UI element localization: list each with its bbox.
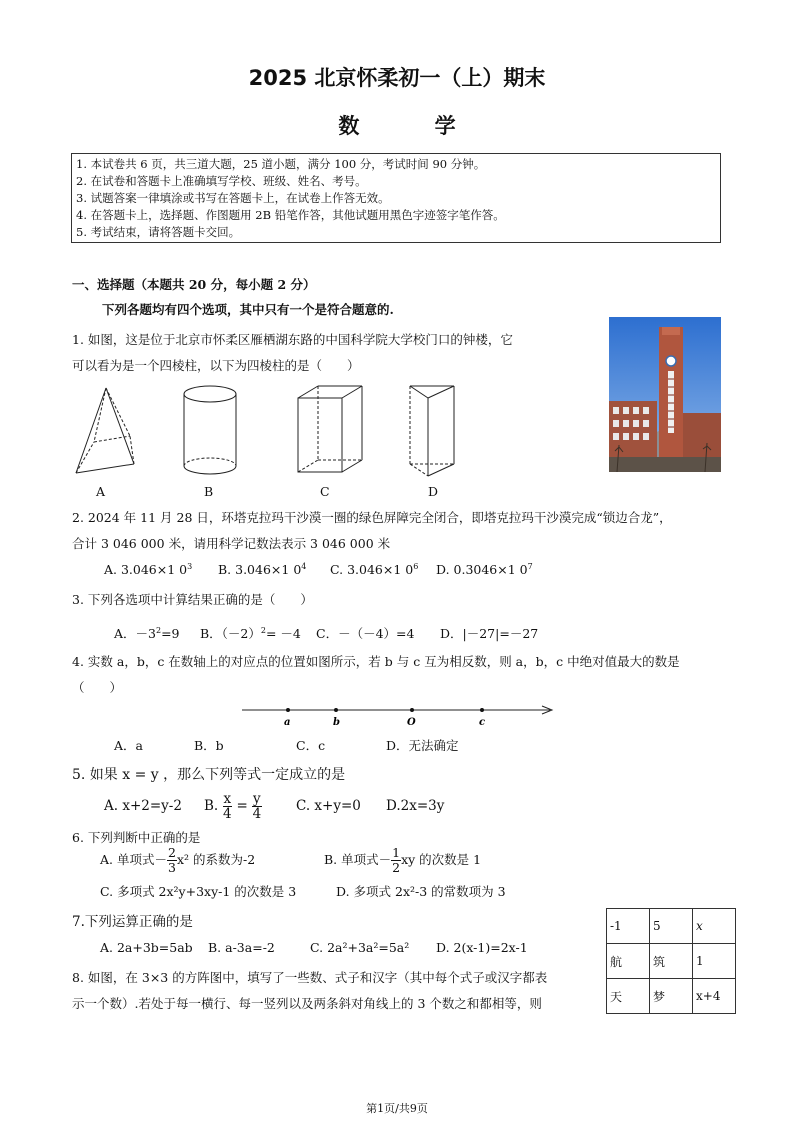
grid-cell: 航 — [607, 944, 650, 979]
grid-cell: x — [693, 909, 736, 944]
point-label-a: a — [284, 717, 291, 728]
q5-option-b: B. $\frac{x}{4}$ = $\frac{y}{4}$ — [204, 791, 262, 822]
figure-label-b: B — [204, 484, 214, 499]
q1-solid-figures — [70, 380, 470, 480]
point-c — [480, 708, 484, 712]
q3-option-a: A．$-3^2=9$ — [114, 625, 180, 641]
q8-stem-line2: 示一个数）.若处于每一横行、每一竖列以及两条斜对角线上的 3 个数之和都相等，则 — [72, 996, 542, 1011]
q6-option-b: B. 单项式－ $\frac{1}{2}$ xy 的次数是 1 — [324, 845, 482, 875]
q2-option-b: B. 3.046×1 $0^4$ — [218, 562, 307, 578]
grid-cell: x+4 — [693, 979, 736, 1014]
point-label-origin: O — [407, 717, 416, 728]
q6-stem: 6. 下列判断中正确的是 — [72, 830, 201, 845]
grid-cell: 5 — [650, 909, 693, 944]
q2-stem-line1: 2. 2024 年 11 月 28 日，环塔克拉玛干沙漠一圈的绿色屏障完全闭合，即塔克拉玛干沙漠完成“锁边合龙”， — [72, 510, 672, 525]
q1-stem-line2: 可以看为是一个四棱柱，以下为四棱柱的是（ ） — [72, 358, 360, 373]
q5-option-d: D.2x=3y — [386, 798, 445, 814]
q3-option-d: D．|－27|=－27 — [440, 626, 539, 641]
cuboid-figure — [298, 386, 362, 472]
q8-stem-line1: 8. 如图，在 3×3 的方阵图中，填写了一些数、式子和汉字（其中每个式子或汉字都表 — [72, 970, 548, 985]
q6-option-a: A. 单项式－ $\frac{2}{3}$ x² 的系数为-2 — [100, 845, 256, 875]
exam-notice-box — [71, 153, 721, 243]
cylinder-figure — [184, 386, 236, 474]
point-b — [334, 708, 338, 712]
notice-line: 1. 本试卷共 6 页，共三道大题，25 道小题，满分 100 分，考试时间 90 分钟。 — [76, 157, 486, 171]
pyramid-figure — [76, 388, 134, 473]
figure-label-d: D — [428, 484, 439, 499]
q4-stem-line2: （ ） — [72, 680, 123, 695]
figure-label-c: C — [320, 484, 330, 499]
q3-option-c: C．－（－4）=4 — [316, 626, 415, 641]
q4-option-c: C．c — [296, 738, 326, 753]
grid-cell: 天 — [607, 979, 650, 1014]
figure-label-a: A — [96, 484, 106, 499]
q7-stem: 7.下列运算正确的是 — [72, 914, 193, 930]
q3-stem: 3. 下列各选项中计算结果正确的是（ ） — [72, 592, 313, 607]
q6-option-c: C. 多项式 2x²y+3xy-1 的次数是 3 — [100, 884, 297, 899]
q5-option-a: A. x+2=y-2 — [104, 798, 182, 814]
q5-stem: 5. 如果 x = y ，那么下列等式一定成立的是 — [72, 767, 346, 783]
triangular-prism-figure — [410, 386, 454, 476]
q4-option-a: A．a — [114, 738, 143, 753]
grid-cell: 筑 — [650, 944, 693, 979]
point-a — [286, 708, 290, 712]
point-label-c: c — [479, 717, 486, 728]
grid-cell: 1 — [693, 944, 736, 979]
point-label-b: b — [333, 717, 340, 728]
q2-option-a: A. 3.046×1 $0^3$ — [104, 562, 193, 578]
q2-stem-line2: 合计 3 046 000 米，请用科学记数法表示 3 046 000 米 — [72, 536, 391, 551]
q6-option-d: D. 多项式 2x²-3 的常数项为 3 — [336, 884, 506, 899]
q4-stem-line1: 4. 实数 a，b，c 在数轴上的对应点的位置如图所示，若 b 与 c 互为相反数，则 a，b，c 中绝对值最大的数是 — [72, 654, 680, 669]
q7-option-c: C. 2a²+3a²=5a² — [310, 940, 410, 955]
notice-line: 2. 在试卷和答题卡上准确填写学校、班级、姓名、考号。 — [76, 174, 367, 188]
magic-square-grid — [606, 908, 736, 1014]
q5-option-c: C. x+y=0 — [296, 798, 361, 814]
notice-line: 4. 在答题卡上，选择题、作图题用 2B 铅笔作答，其他试题用黑色字迹签字笔作答。 — [76, 208, 505, 222]
clock-tower-photo — [609, 317, 721, 472]
page-number: 第1页/共9页 — [366, 1102, 428, 1115]
q1-stem-line1: 1. 如图，这是位于北京市怀柔区雁栖湖东路的中国科学院大学校门口的钟楼，它 — [72, 332, 513, 347]
q2-option-d: D. 0.3046×1 $0^7$ — [436, 562, 533, 578]
q7-option-d: D. 2(x-1)=2x-1 — [436, 940, 528, 955]
notice-line: 5. 考试结束，请将答题卡交回。 — [76, 225, 241, 239]
section-title: 一、选择题（本题共 20 分，每小题 2 分） — [72, 277, 316, 292]
q4-number-line — [236, 700, 556, 730]
point-origin — [410, 708, 414, 712]
subject-title: 数 学 — [338, 114, 490, 138]
page-title: 2025 北京怀柔初一（上）期末 — [248, 66, 546, 90]
q7-option-a: A. 2a+3b=5ab — [100, 940, 193, 955]
q2-option-c: C. 3.046×1 $0^6$ — [330, 562, 419, 578]
grid-cell: 梦 — [650, 979, 693, 1014]
q3-option-b: B．$(-2)^2= -4$ — [200, 625, 301, 641]
grid-cell: -1 — [607, 909, 650, 944]
q4-option-b: B．b — [194, 738, 224, 753]
q4-option-d: D．无法确定 — [386, 738, 459, 753]
section-instruction: 下列各题均有四个选项，其中只有一个是符合题意的. — [102, 302, 394, 317]
q7-option-b: B. a-3a=-2 — [208, 940, 275, 955]
notice-line: 3. 试题答案一律填涂或书写在答题卡上，在试卷上作答无效。 — [76, 191, 390, 205]
